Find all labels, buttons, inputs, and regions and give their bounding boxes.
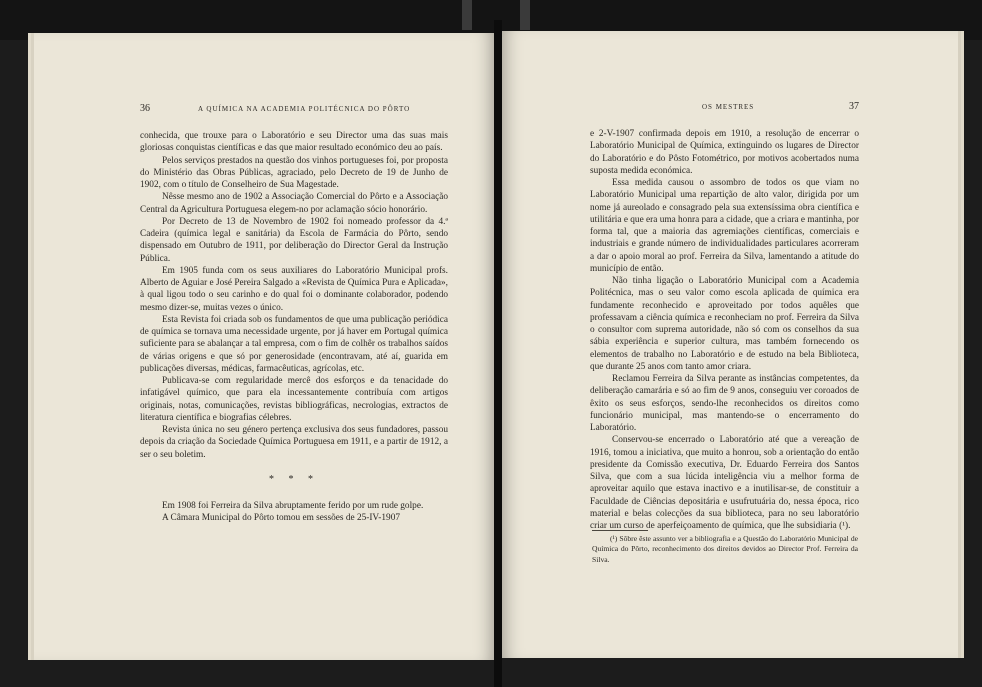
page-number: 37	[849, 101, 859, 112]
paragraph: Essa medida causou o assombro de todos os que viam no Laboratório Municipal uma repartição de alto valor, dirigida por um nome já aureolado e consagrado pela sua extensíssima obra científica e utilitária e que era uma honra para a cidade, que a criara e mantinha, por forma tal, que a maioria das agremiações científicas, comerciais e industriais e grande número de individualidades particulares acorreram a dar o apoio moral ao prof. Ferreira da Silva, lamentando a atitude do município de então.	[590, 178, 859, 274]
page-number: 36	[140, 103, 150, 114]
paragraph: Por Decreto de 13 de Novembro de 1902 foi nomeado professor da 4.ª Cadeira (química legal e sanitária) da Escola de Farmácia do Pôrto, sendo dispensado em Outubro de 1911, por deliberação do Director Geral da Instrução Pública.	[140, 216, 448, 264]
book-gutter	[494, 20, 502, 687]
running-head: A QUÍMICA NA ACADEMIA POLITÉCNICA DO PÔRTO	[198, 105, 411, 113]
left-page	[34, 33, 494, 660]
footnote-text: (¹) Sôbre êste assunto ver a bibliografia e a Questão do Laboratório Municipal de Química do Pôrto, reconhecimento dos direitos devidos ao Director Prof. Ferreira da Silva.	[592, 534, 858, 564]
section-separator: * * *	[269, 473, 319, 485]
binding-clip-left	[462, 0, 472, 30]
footnote-rule	[592, 530, 648, 531]
right-page-text	[590, 128, 859, 532]
paragraph: Nêsse mesmo ano de 1902 a Associação Comercial do Pôrto e a Associação Central da Agricultura Portuguesa elegem-no por aclamação sócio honorário.	[140, 192, 448, 215]
paragraph: Não tinha ligação o Laboratório Municipal com a Academia Politécnica, mas o seu valor como escola aplicada de química era fundamente reconhecido e aproveitado por todos aquêles que professavam a ciência química e reconheciam no prof. Ferreira da Silva o consultor com suprema autoridade, não só com os conselhos da sua sábia experiência e superior cultura, mas também fornecendo os elementos de trabalho no Laboratório e de estudo na bela Biblioteca, que durante 25 anos com tanto amor criara.	[590, 276, 859, 372]
paragraph: Em 1908 foi Ferreira da Silva abruptamente ferido por um rude golpe.	[162, 501, 424, 511]
left-page-text	[140, 130, 448, 525]
paragraph: e 2-V-1907 confirmada depois em 1910, a resolução de encerrar o Laboratório Municipal de Química, extinguindo os lugares de Director do Laboratório e do Pôsto Fotométrico, por motivos acobertados numa suposta medida económica.	[590, 129, 859, 176]
binding-clip-right	[520, 0, 530, 30]
paragraph: Pelos serviços prestados na questão dos vinhos portugueses foi, por proposta do Ministério das Obras Públicas, agraciado, pelo Decreto de 19 de Junho de 1902, com o título de Conselheiro de Sua Magestade.	[140, 155, 448, 190]
paragraph: Em 1905 funda com os seus auxiliares do Laboratório Municipal profs. Alberto de Aguiar e José Pereira Salgado a «Revista de Química Pura e Aplicada», à qual ligou todo o seu carinho e do qual foi o dominante colaborador, podendo mesmo dizer-se, muitas vezes o único.	[140, 265, 448, 313]
paragraph: Esta Revista foi criada sob os fundamentos de que uma publicação periódica de química se tornava uma necessidade urgente, por já haver em Portugal química suficiente para se abalançar a tal empresa, com o fim de colhêr os trabalhos saídos de várias origens e que só por generosidade (encontravam, até aí, guarida em publicações diversas, médicas, farmacêuticas, agrícolas, etc.	[140, 314, 448, 374]
paragraph: Reclamou Ferreira da Silva perante as instâncias competentes, da deliberação camarária e só ao fim de 9 anos, conseguiu ver coroados de êxito os seus esforços, sendo-lhe reconhecidos os direitos como funcionário municipal, mas mantendo-se o encerramento do Laboratório.	[590, 374, 859, 433]
paragraph: Conservou-se encerrado o Laboratório até que a vereação de 1916, tomou a iniciativa, que muito a honrou, sob a orientação do então presidente da Comissão executiva, Dr. Eduardo Ferreira dos Santos Silva, que com a sua lúcida inteligência viu a melhor forma de aproveitar aquilo que estava inactivo e a inutilisar-se, de constituir a Faculdade de Ciências depositária e usufrutuária do, nessa época, rico material e belas colecções da sua biblioteca, para no seu laboratório criar um curso de aperfeiçoamento de química, que lhe subsidiaria (¹).	[590, 435, 859, 531]
paragraph: conhecida, que trouxe para o Laboratório e seu Director uma das suas mais gloriosas conquistas científicas e das que maior resultado económico deu ao país.	[140, 131, 448, 154]
running-head: OS MESTRES	[702, 103, 755, 111]
paragraph: A Câmara Municipal do Pôrto tomou em sessões de 25-IV-1907	[162, 513, 400, 524]
right-page	[502, 31, 958, 658]
paragraph: Revista única no seu género pertença exclusiva dos seus fundadores, passou depois da criação da Sociedade Química Portuguesa em 1911, e a partir de 1912, a ser o seu boletim.	[140, 425, 448, 460]
footnote	[592, 534, 858, 565]
paragraph: Publicava-se com regularidade mercê dos esforços e da tenacidade do infatigável químico, que para ela incessantemente contribuía com artigos originais, notas, comunicações, revistas bibliográficas, necrologias, extractos de literatura científica e biografias célebres.	[140, 376, 448, 423]
